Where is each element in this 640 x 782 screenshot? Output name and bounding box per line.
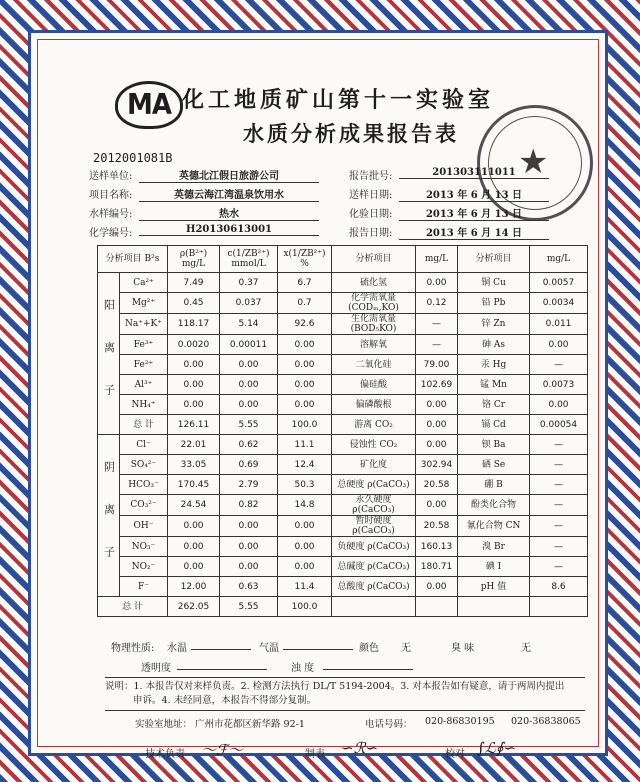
sample-no-label: 水样编号: [89, 209, 133, 220]
table-cell: 5.55 [220, 597, 278, 617]
table-cell: — [416, 314, 458, 335]
chem-no-label: 化学编号: [89, 228, 133, 239]
table-cell [332, 597, 416, 617]
table-cell: Fe³⁺ [120, 335, 168, 355]
table-cell: 0.00 [416, 577, 458, 597]
table-row [98, 355, 588, 375]
table-row [98, 557, 588, 577]
anion-group-label: 阴 离 子 [98, 435, 120, 597]
table-cell: 偏硅酸 [332, 375, 416, 395]
table-cell: 0.00 [416, 273, 458, 293]
header-cell: mg/L [530, 246, 588, 273]
table-cell: 0.00 [416, 395, 458, 415]
checker-signature: ∫ℒ∮∽ [477, 739, 517, 757]
table-cell: 12.4 [278, 455, 332, 475]
table-cell: 氰化合物 CN [458, 516, 530, 537]
send-date-label: 送样日期: [349, 190, 393, 201]
note-line-1: 说明：1. 本报告仅对来样负责。2. 检测方法执行 DL/T 5194-2004。3. 对本报告如有疑意，请于两周内提出 [105, 681, 565, 692]
phone-value: 020-86830195 [425, 716, 495, 727]
report-date-value: 2013 年 6 月 14 日 [399, 224, 549, 240]
table-cell: 偏磷酸根 [332, 395, 416, 415]
table-cell: 5.55 [220, 415, 278, 435]
table-cell: 33.05 [168, 455, 220, 475]
table-cell: NO₃⁻ [120, 537, 168, 557]
table-cell: 总酸度 ρ(CaCO₃) [332, 577, 416, 597]
send-unit-value: 英德北江假日旅游公司 [139, 167, 319, 183]
water-temp-label: 水温 [167, 643, 187, 654]
table-cell: 0.00 [416, 495, 458, 516]
table-cell: 0.00 [278, 537, 332, 557]
table-header-row [98, 246, 588, 273]
table-cell: — [530, 455, 588, 475]
table-cell: 镉 Cd [458, 415, 530, 435]
table-cell: 0.00 [278, 516, 332, 537]
header-cell: ρ(B²⁺) mg/L [168, 246, 220, 273]
table-cell: 暂时硬度 ρ(CaCO₃) [332, 516, 416, 537]
project-label: 项目名称: [89, 190, 133, 201]
header-cell: 分析项目 [458, 246, 530, 273]
table-cell: 0.00 [220, 355, 278, 375]
phone-label: 电话号码： [365, 719, 413, 730]
table-cell: 硫化氢 [332, 273, 416, 293]
table-cell: — [530, 516, 588, 537]
table-cell: 170.45 [168, 475, 220, 495]
table-cell [458, 597, 530, 617]
table-cell: 24.54 [168, 495, 220, 516]
table-cell: 0.12 [416, 293, 458, 314]
table-cell: 化学需氧量 (CODₘ,KO) [332, 293, 416, 314]
turbidity-label: 浊 度 [291, 663, 315, 674]
table-row [98, 395, 588, 415]
maker-signature: ∽ℛ∽ [341, 739, 379, 757]
table-cell: 溴 Br [458, 537, 530, 557]
table-cell: Ca²⁺ [120, 273, 168, 293]
odor-value: 无 [521, 643, 531, 654]
table-row [98, 577, 588, 597]
table-row [98, 597, 588, 617]
table-cell: 0.0073 [530, 375, 588, 395]
table-body [98, 273, 588, 617]
serial-number: 2012001081B [93, 151, 173, 165]
table-cell: — [530, 537, 588, 557]
table-cell [416, 597, 458, 617]
table-cell: 锰 Mn [458, 375, 530, 395]
table-cell: 总 计 [120, 415, 168, 435]
table-cell: 二氧化硅 [332, 355, 416, 375]
table-cell: 0.00 [168, 395, 220, 415]
table-cell: 0.00 [168, 355, 220, 375]
table-row [98, 335, 588, 355]
report-date-label: 报告日期: [349, 228, 393, 239]
table-cell: 0.82 [220, 495, 278, 516]
table-cell: 0.0034 [530, 293, 588, 314]
table-cell: 79.00 [416, 355, 458, 375]
cation-group-label: 阳 离 子 [98, 273, 120, 435]
table-cell: 0.00 [168, 537, 220, 557]
tech-signature: ～ℱ～ [201, 741, 243, 759]
table-cell: 0.00 [530, 335, 588, 355]
table-cell: 0.69 [220, 455, 278, 475]
table-cell: 铬 Cr [458, 395, 530, 415]
table-cell: 侵蚀性 CO₂ [332, 435, 416, 455]
table-cell: 钡 Ba [458, 435, 530, 455]
table-row [98, 475, 588, 495]
table-cell: 126.11 [168, 415, 220, 435]
table-cell: Al³⁺ [120, 375, 168, 395]
table-cell: 铅 Pb [458, 293, 530, 314]
table-cell: 2.79 [220, 475, 278, 495]
table-cell: pH 值 [458, 577, 530, 597]
table-cell [530, 597, 588, 617]
table-cell: 生化需氧量 (BOD₅KO) [332, 314, 416, 335]
table-cell: CO₃²⁻ [120, 495, 168, 516]
table-cell: 0.037 [220, 293, 278, 314]
table-cell: 总硬度 ρ(CaCO₃) [332, 475, 416, 495]
table-row [98, 516, 588, 537]
table-row [98, 375, 588, 395]
notes-section [105, 677, 585, 711]
table-row [98, 293, 588, 314]
table-cell: 0.00 [278, 355, 332, 375]
table-cell: 11.1 [278, 435, 332, 455]
table-cell: 5.14 [220, 314, 278, 335]
table-cell: 永久硬度 ρ(CaCO₃) [332, 495, 416, 516]
table-cell: 6.7 [278, 273, 332, 293]
table-cell: 92.6 [278, 314, 332, 335]
table-cell: 22.01 [168, 435, 220, 455]
table-cell: 铜 Cu [458, 273, 530, 293]
table-cell: 0.00 [168, 516, 220, 537]
table-cell: 12.00 [168, 577, 220, 597]
sample-no-value: 热水 [139, 205, 319, 221]
report-no-value: 201303111011 [399, 167, 549, 179]
table-cell: 0.00 [168, 557, 220, 577]
header-cell: x(1/ZB²⁺) % [278, 246, 332, 273]
table-cell: Na⁺+K⁺ [120, 314, 168, 335]
header-cell: mg/L [416, 246, 458, 273]
table-cell: 汞 Hg [458, 355, 530, 375]
color-value: 无 [401, 643, 411, 654]
table-cell: — [530, 475, 588, 495]
table-cell: 102.69 [416, 375, 458, 395]
table-cell: 0.00 [220, 516, 278, 537]
table-cell: 总 计 [98, 597, 168, 617]
table-cell: 0.00 [220, 537, 278, 557]
table-cell: 负硬度 ρ(CaCO₃) [332, 537, 416, 557]
table-cell: 0.37 [220, 273, 278, 293]
test-date-value: 2013 年 6 月 13 日 [399, 205, 549, 221]
air-temp-label: 气温 [259, 643, 279, 654]
table-cell: 0.0020 [168, 335, 220, 355]
table-cell: F⁻ [120, 577, 168, 597]
test-date-label: 化验日期: [349, 209, 393, 220]
table-cell: 0.63 [220, 577, 278, 597]
turbidity-blank [323, 669, 413, 670]
table-cell: 160.13 [416, 537, 458, 557]
table-cell: 0.00 [278, 395, 332, 415]
note-line-2: 申诉。4. 未经同意，本报告不得部分复制。 [133, 695, 317, 706]
send-unit-label: 送样单位: [89, 171, 133, 182]
table-row [98, 314, 588, 335]
ma-logo-text: MA [127, 88, 171, 122]
table-row [98, 455, 588, 475]
table-cell: 0.0057 [530, 273, 588, 293]
table-cell: 0.011 [530, 314, 588, 335]
table-cell: 118.17 [168, 314, 220, 335]
table-cell: 0.00 [220, 375, 278, 395]
checker-label: 校对 [445, 749, 465, 760]
table-cell: OH⁻ [120, 516, 168, 537]
table-cell: — [530, 435, 588, 455]
table-cell: 溶解氧 [332, 335, 416, 355]
table-cell: SO₄²⁻ [120, 455, 168, 475]
table-cell: NH₄⁺ [120, 395, 168, 415]
star-icon: ★ [518, 142, 549, 182]
report-no-label: 报告批号: [349, 171, 393, 182]
table-cell: 8.6 [530, 577, 588, 597]
address-value: 广州市花都区新华路 92-1 [195, 719, 305, 730]
table-cell: 100.0 [278, 415, 332, 435]
table-cell: 100.0 [278, 597, 332, 617]
table-cell: 302.94 [416, 455, 458, 475]
table-cell: 0.00 [278, 335, 332, 355]
table-cell: 游离 CO₂ [332, 415, 416, 435]
table-cell: 180.71 [416, 557, 458, 577]
address-label: 实验室地址： [135, 719, 193, 730]
table-row [98, 537, 588, 557]
table-cell: 0.00 [220, 557, 278, 577]
header-cell: 分析项目 B²s [98, 246, 168, 273]
document-frame [28, 30, 608, 760]
table-cell: 7.49 [168, 273, 220, 293]
table-cell: 0.00 [278, 557, 332, 577]
table-cell: 11.4 [278, 577, 332, 597]
table-cell: 矿化度 [332, 455, 416, 475]
table-cell: Mg²⁺ [120, 293, 168, 314]
table-cell: 0.00 [416, 415, 458, 435]
analysis-table [97, 245, 588, 617]
table-cell: 0.00 [220, 395, 278, 415]
table-cell: 0.00 [168, 375, 220, 395]
table-cell: 硒 Se [458, 455, 530, 475]
table-cell: 0.00 [530, 395, 588, 415]
table-cell: 总碱度 ρ(CaCO₃) [332, 557, 416, 577]
table-cell: 0.00 [278, 375, 332, 395]
air-temp-blank [283, 649, 353, 650]
table-cell: Fe²⁺ [120, 355, 168, 375]
chem-no-value: H20130613001 [139, 224, 319, 236]
official-seal-stamp [477, 105, 593, 221]
table-row [98, 435, 588, 455]
table-cell: — [530, 557, 588, 577]
table-cell: 碘 I [458, 557, 530, 577]
water-temp-blank [191, 649, 251, 650]
table-cell: 砷 As [458, 335, 530, 355]
table-cell: 0.62 [220, 435, 278, 455]
header-cell: 分析项目 [332, 246, 416, 273]
table-cell: — [530, 495, 588, 516]
table-cell: HCO₃⁻ [120, 475, 168, 495]
table-cell: 0.45 [168, 293, 220, 314]
table-cell: 20.58 [416, 475, 458, 495]
transparency-label: 透明度 [141, 663, 171, 674]
transparency-blank [177, 669, 267, 670]
project-value: 英德云海江湾温泉饮用水 [139, 186, 319, 202]
table-cell: Cl⁻ [120, 435, 168, 455]
table-row [98, 273, 588, 293]
table-cell: — [530, 355, 588, 375]
table-cell: 0.7 [278, 293, 332, 314]
odor-label: 臭 味 [451, 643, 475, 654]
table-cell: 0.00054 [530, 415, 588, 435]
lab-name: 化工地质矿山第十一实验室 [181, 88, 494, 113]
table-cell: 50.3 [278, 475, 332, 495]
table-row [98, 495, 588, 516]
table-cell: NO₂⁻ [120, 557, 168, 577]
table-cell: 262.05 [168, 597, 220, 617]
maker-label: 制表 [305, 749, 325, 760]
table-cell: 14.8 [278, 495, 332, 516]
header-cell: c(1/ZB²⁺) mmol/L [220, 246, 278, 273]
color-label: 颜色 [359, 643, 379, 654]
fax-value: 020-36838065 [511, 716, 581, 727]
table-row [98, 415, 588, 435]
table-cell: — [416, 335, 458, 355]
physical-label: 物理性质: [111, 643, 155, 654]
document-content [31, 33, 611, 759]
table-cell: 硼 B [458, 475, 530, 495]
table-cell: 酚类化合物 [458, 495, 530, 516]
table-cell: 20.58 [416, 516, 458, 537]
table-cell: 锌 Zn [458, 314, 530, 335]
tech-label: 技术负责 [145, 749, 185, 760]
report-title: 水质分析成果报告表 [243, 122, 459, 146]
table-cell: 0.00011 [220, 335, 278, 355]
table-cell: 0.00 [416, 435, 458, 455]
send-date-value: 2013 年 6 月 13 日 [399, 186, 549, 202]
